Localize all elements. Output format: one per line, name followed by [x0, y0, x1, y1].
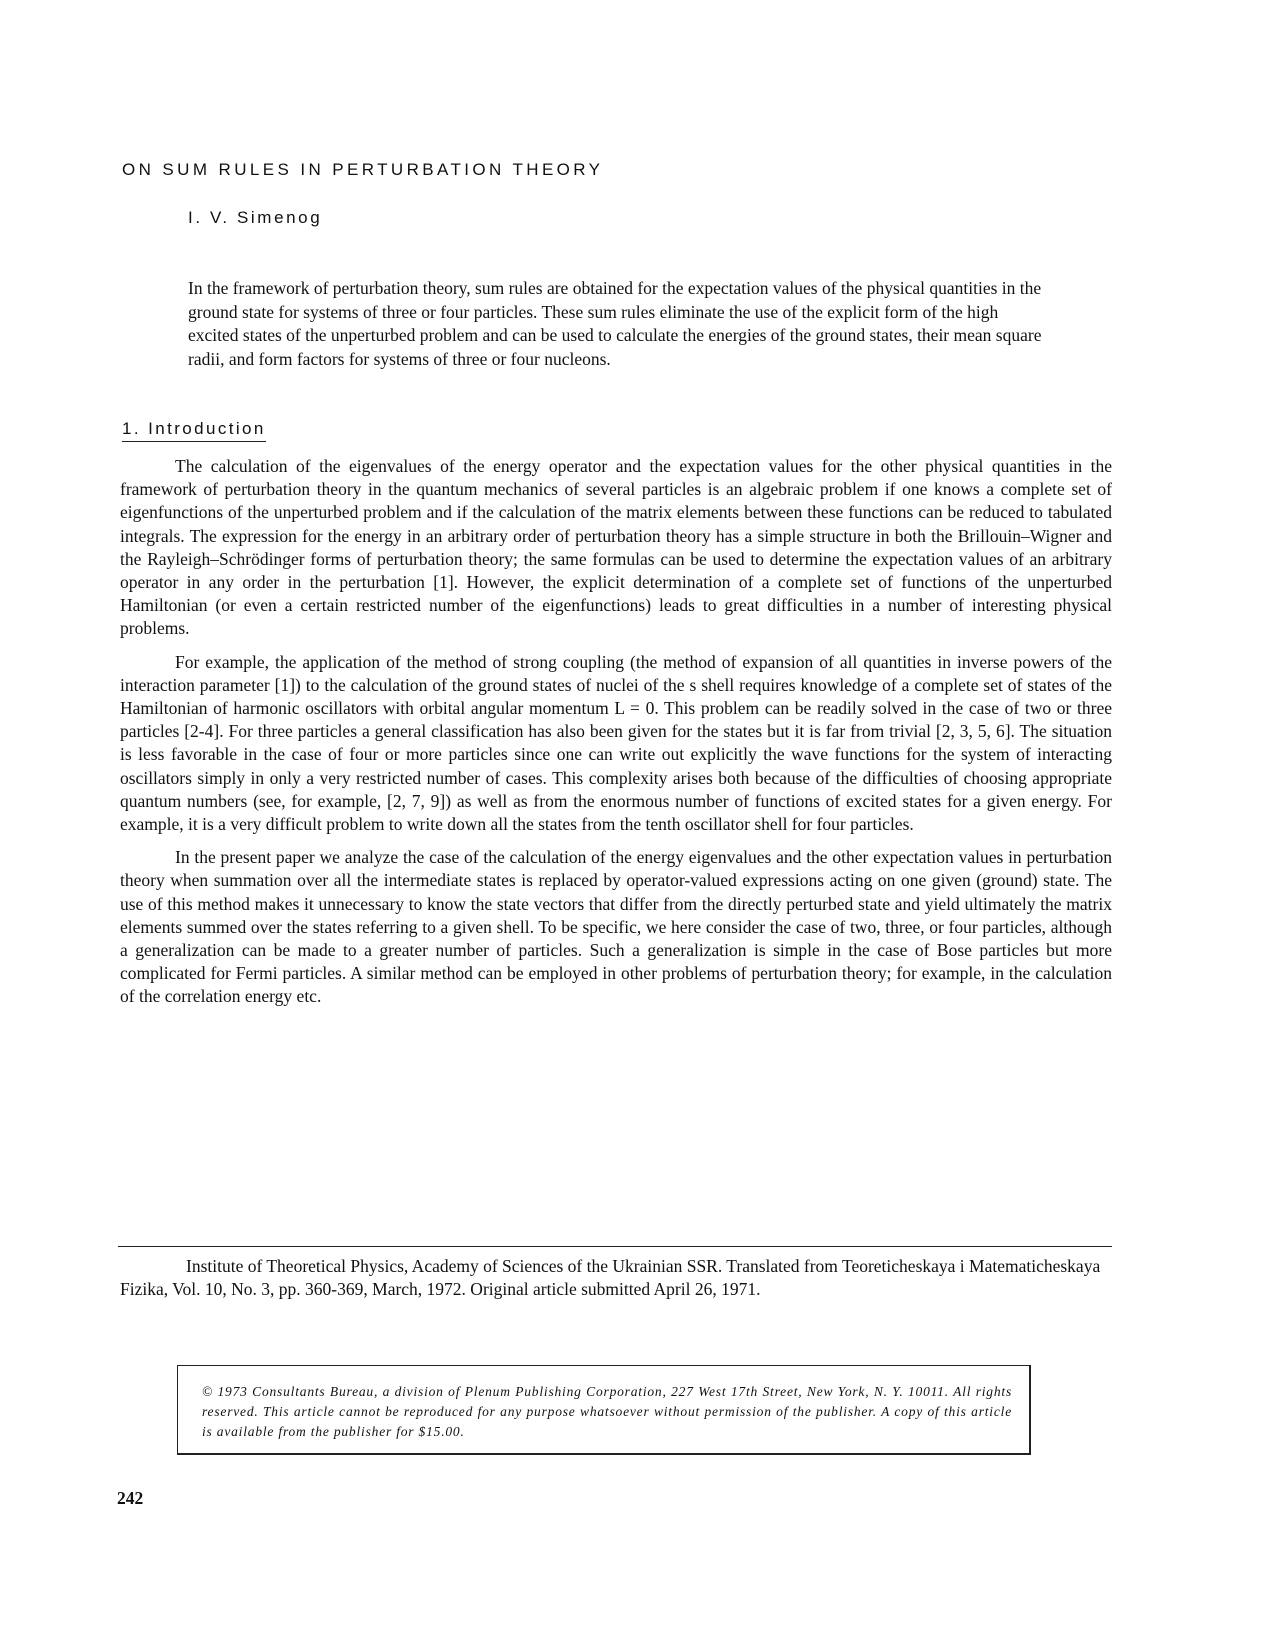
- abstract: [188, 277, 1048, 371]
- paragraph: For example, the application of the method of strong coupling (the method of expansion of all quantities in inverse powers of the interaction parameter [1]) to the calculation of the ground states of nuclei of the s shell requires knowledge of a complete set of states of the Hamiltonian of harmonic oscillators with orbital angular momentum L = 0. This problem can be readily solved in the case of two or three particles [2-4]. For three particles a general classification has also been given for the states but it is far from trivial [2, 3, 5, 6]. The situation is less favorable in the case of four or more particles since one can write out explicitly the wave functions for the system of interacting oscillators simply in only a very restricted number of cases. This complexity arises both because of the difficulties of choosing appropriate quantum numbers (see, for example, [2, 7, 9]) as well as from the enormous number of functions of excited states for a given energy. For example, it is a very difficult problem to write down all the states from the tenth oscillator shell for four particles.: [120, 651, 1112, 835]
- paragraph: In the present paper we analyze the case of the calculation of the energy eigenvalues and the other expectation values in perturbation theory when summation over all the intermediate states is replaced by operator-valued expressions acting on one given (ground) state. The use of this method makes it unnecessary to know the state vectors that differ from the directly perturbed state and yield ultimately the matrix elements summed over the states referring to a given shell. To be specific, we here consider the case of two, three, or four particles, although a generalization can be made to a greater number of particles. Such a generalization is simple in the case of Bose particles but more complicated for Fermi particles. A similar method can be employed in other problems of perturbation theory; for example, in the calculation of the correlation energy etc.: [120, 847, 1112, 1007]
- paper-title: ON SUM RULES IN PERTURBATION THEORY: [122, 160, 604, 179]
- abstract-text: In the framework of perturbation theory, sum rules are obtained for the expectation values of the physical quantities in the ground state for systems of three or four particles. These sum rules eliminate the use of the explicit form of the high excited states of the unperturbed problem and can be used to calculate the energies of the ground states, their mean square radii, and form factors for systems of three or four nucleons.: [188, 278, 1042, 369]
- copyright-text: © 1973 Consultants Bureau, a division of Plenum Publishing Corporation, 227 West 17th Street, New York, N. Y. 10011. All rights reserved. This article cannot be reproduced for any purpose whatsoever without permission of the publisher. A copy of this article is available from the publisher for $15.00.: [202, 1384, 1012, 1439]
- copyright-notice: [202, 1382, 1012, 1442]
- author-name: I. V. Simenog: [188, 208, 323, 227]
- footnote: [120, 1255, 1110, 1302]
- page-number: 242: [117, 1488, 144, 1508]
- section-heading-introduction: 1. Introduction: [122, 419, 266, 442]
- footnote-divider: [118, 1246, 1112, 1247]
- copyright-notice-box: [177, 1365, 1031, 1455]
- body-text: [120, 455, 1112, 1019]
- paragraph: The calculation of the eigenvalues of the energy operator and the expectation values for the other physical quantities in the framework of perturbation theory in the quantum mechanics of several particles is an algebraic problem if one knows a complete set of eigenfunctions of the unperturbed problem and if the calculation of the matrix elements between these functions can be reduced to tabulated integrals. The expression for the energy in an arbitrary order of perturbation theory has a simple structure in both the Brillouin–Wigner and the Rayleigh–Schrödinger forms of perturbation theory; the same formulas can be used to determine the expectation values of an arbitrary operator in any order in the perturbation [1]. However, the explicit determination of a complete set of functions of the unperturbed Hamiltonian (or even a certain restricted number of the eigenfunctions) leads to great difficulties in a number of interesting physical problems.: [120, 456, 1112, 639]
- footnote-text: Institute of Theoretical Physics, Academy of Sciences of the Ukrainian SSR. Translated from Teoreticheskaya i Matematicheskaya Fizika, Vol. 10, No. 3, pp. 360-369, March, 1972. Original article submitted April 26, 1971.: [120, 1256, 1101, 1300]
